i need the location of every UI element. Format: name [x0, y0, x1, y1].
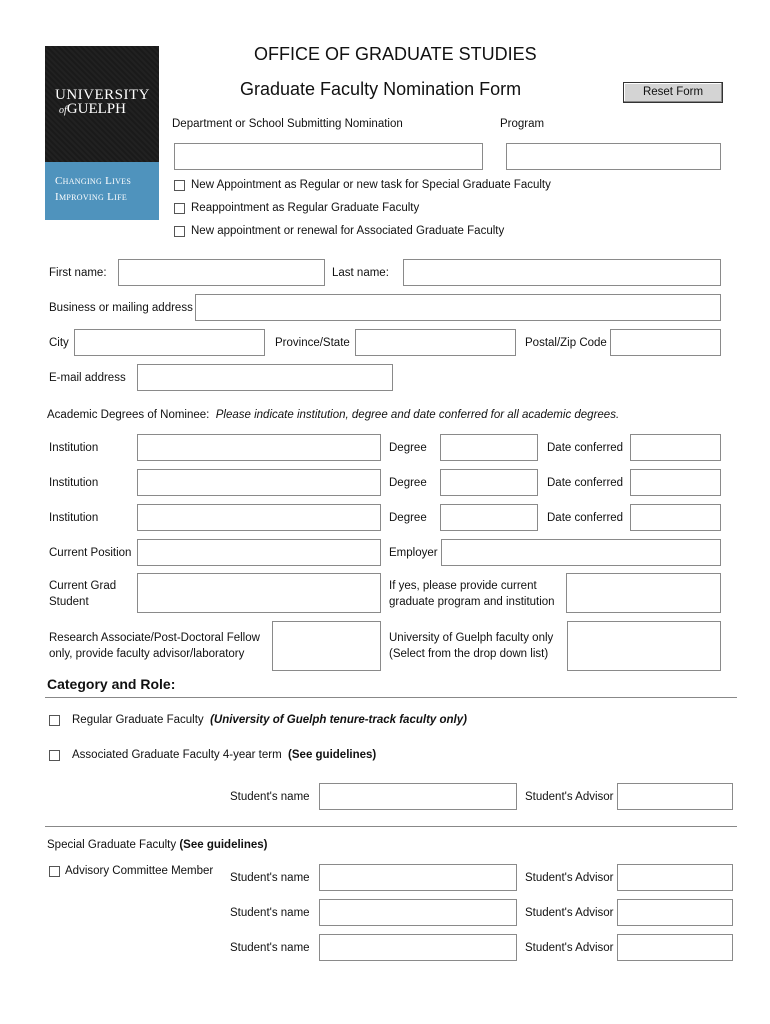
date-input-2[interactable]	[630, 469, 721, 496]
university-logo	[45, 46, 159, 220]
city-label: City	[49, 337, 69, 349]
guelph-faculty-select[interactable]	[567, 621, 721, 671]
degree-label-3: Degree	[389, 512, 427, 524]
institution-input-3[interactable]	[137, 504, 381, 531]
province-input[interactable]	[355, 329, 516, 356]
email-input[interactable]	[137, 364, 393, 391]
special-students-name-label-1: Student's name	[230, 872, 310, 884]
date-input-1[interactable]	[630, 434, 721, 461]
logo-university-text: UNIVERSITY	[55, 87, 150, 103]
program-label: Program	[500, 118, 545, 130]
date-label-2: Date conferred	[547, 477, 624, 489]
associated-appointment-label: New appointment or renewal for Associated Graduate Faculty	[191, 225, 505, 237]
special-students-advisor-input-3[interactable]	[617, 934, 733, 961]
special-students-name-label-2: Student's name	[230, 907, 310, 919]
regular-faculty-label: Regular Graduate Faculty (University of Guelph tenure-track faculty only)	[72, 714, 467, 726]
employer-label: Employer	[389, 547, 438, 559]
category-role-heading: Category and Role:	[47, 676, 176, 692]
regular-faculty-checkbox[interactable]	[49, 715, 60, 726]
current-position-label: Current Position	[49, 547, 132, 559]
grad-student-label: Current Grad Student	[49, 580, 117, 608]
new-appointment-checkbox[interactable]	[174, 180, 185, 191]
department-input[interactable]	[174, 143, 483, 170]
special-students-name-input-3[interactable]	[319, 934, 517, 961]
date-label-3: Date conferred	[547, 512, 624, 524]
form-title: Graduate Faculty Nomination Form	[240, 79, 522, 99]
address-input[interactable]	[195, 294, 721, 321]
first-name-input[interactable]	[118, 259, 325, 286]
associated-faculty-checkbox[interactable]	[49, 750, 60, 761]
employer-input[interactable]	[441, 539, 721, 566]
special-students-name-input-1[interactable]	[319, 864, 517, 891]
grad-student-input[interactable]	[137, 573, 381, 613]
date-label-1: Date conferred	[547, 442, 624, 454]
special-students-advisor-label-1: Student's Advisor	[525, 872, 614, 884]
degree-label-2: Degree	[389, 477, 427, 489]
email-label: E-mail address	[49, 372, 126, 384]
research-associate-input[interactable]	[272, 621, 381, 671]
associated-appointment-checkbox[interactable]	[174, 226, 185, 237]
institution-label-2: Institution	[49, 477, 99, 489]
special-students-advisor-input-1[interactable]	[617, 864, 733, 891]
students-name-label: Student's name	[230, 791, 310, 803]
advisory-committee-label: Advisory Committee Member	[65, 865, 214, 877]
special-students-advisor-label-3: Student's Advisor	[525, 942, 614, 954]
institution-label-3: Institution	[49, 512, 99, 524]
advisory-committee-checkbox[interactable]	[49, 866, 60, 877]
special-students-name-label-3: Student's name	[230, 942, 310, 954]
office-title: OFFICE OF GRADUATE STUDIES	[254, 44, 537, 64]
new-appointment-label: New Appointment as Regular or new task for Special Graduate Faculty	[191, 179, 551, 191]
degree-input-3[interactable]	[440, 504, 538, 531]
guelph-faculty-label: University of Guelph faculty only (Select from the drop down list)	[389, 632, 554, 660]
postal-input[interactable]	[610, 329, 721, 356]
divider	[45, 826, 737, 827]
degree-label-1: Degree	[389, 442, 427, 454]
degrees-intro: Academic Degrees of Nominee: Please indicate institution, degree and date conferred for all academic degrees.	[47, 409, 620, 421]
department-label: Department or School Submitting Nomination	[172, 118, 403, 130]
divider	[45, 697, 737, 698]
grad-program-input[interactable]	[566, 573, 721, 613]
province-label: Province/State	[275, 337, 350, 349]
students-advisor-input[interactable]	[617, 783, 733, 810]
current-position-input[interactable]	[137, 539, 381, 566]
grad-program-label: If yes, please provide current graduate program and institution	[389, 580, 555, 608]
degree-input-2[interactable]	[440, 469, 538, 496]
associated-faculty-label: Associated Graduate Faculty 4-year term (See guidelines)	[72, 749, 377, 761]
reappointment-label: Reappointment as Regular Graduate Faculty	[191, 202, 420, 214]
special-students-advisor-label-2: Student's Advisor	[525, 907, 614, 919]
reset-form-button[interactable]: Reset Form	[623, 82, 723, 103]
first-name-label: First name:	[49, 267, 107, 279]
students-name-input[interactable]	[319, 783, 517, 810]
special-faculty-heading: Special Graduate Faculty (See guidelines)	[47, 839, 268, 851]
postal-label: Postal/Zip Code	[525, 337, 607, 349]
special-students-advisor-input-2[interactable]	[617, 899, 733, 926]
degree-input-1[interactable]	[440, 434, 538, 461]
last-name-input[interactable]	[403, 259, 721, 286]
logo-guelph-text: ofGUELPH	[59, 101, 126, 117]
students-advisor-label: Student's Advisor	[525, 791, 614, 803]
date-input-3[interactable]	[630, 504, 721, 531]
address-label: Business or mailing address	[49, 302, 193, 314]
last-name-label: Last name:	[332, 267, 389, 279]
institution-input-2[interactable]	[137, 469, 381, 496]
research-associate-label: Research Associate/Post-Doctoral Fellow only, provide faculty advisor/laboratory	[49, 632, 260, 660]
reappointment-checkbox[interactable]	[174, 203, 185, 214]
city-input[interactable]	[74, 329, 265, 356]
program-input[interactable]	[506, 143, 721, 170]
institution-label-1: Institution	[49, 442, 99, 454]
institution-input-1[interactable]	[137, 434, 381, 461]
special-students-name-input-2[interactable]	[319, 899, 517, 926]
logo-tagline-1: Changing Lives	[55, 175, 132, 187]
logo-tagline-2: Improving Life	[55, 191, 128, 203]
